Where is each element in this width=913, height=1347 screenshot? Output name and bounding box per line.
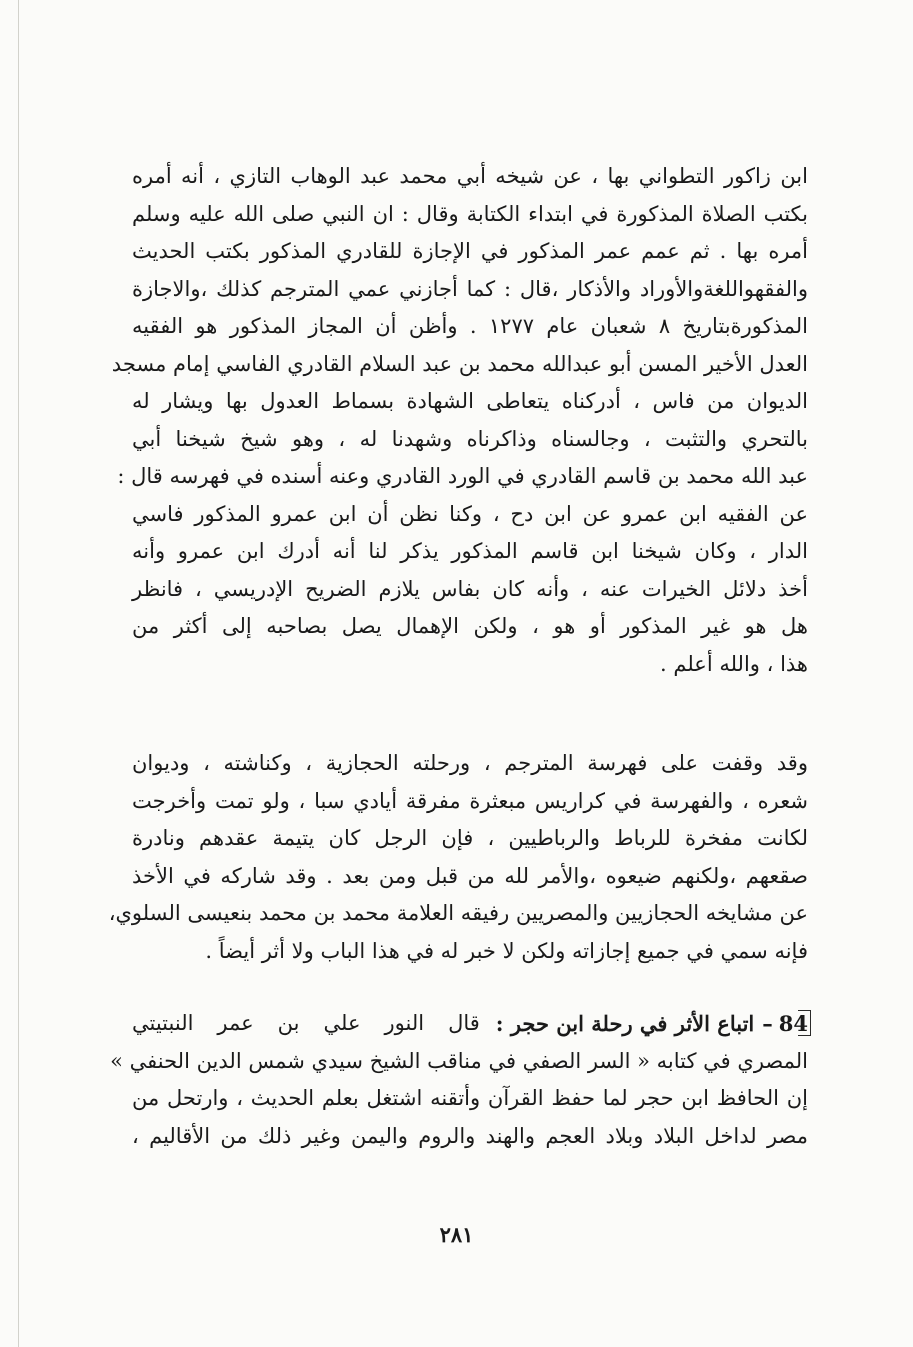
text-line: المصري في كتابه « السر الصفي في مناقب الشيخ سيدي شمس الدين الحنفي » — [110, 1048, 808, 1073]
text-line: صقعهم ،ولكنهم ضيعوه ،والأمر لله من قبل ومن بعد . وقد شاركه في الأخذ — [132, 863, 808, 888]
text-line: عن مشايخه الحجازيين والمصريين رفيقه العلامة محمد بن محمد بنعيسى السلوي، — [108, 901, 808, 925]
text-line: بكتب الصلاة المذكورة في ابتداء الكتابة وقال : ان النبي صلى الله عليه وسلم — [132, 201, 808, 226]
text-line: شعره ، والفهرسة في كراريس مبعثرة مفرقة أيادي سبا ، ولو تمت وأخرجت — [132, 788, 808, 813]
page-number: ٢٨١ — [439, 1222, 474, 1247]
entry-84 — [110, 1005, 808, 1155]
page-edge-line — [18, 0, 19, 1347]
text-line: الديوان من فاس ، أدركناه يتعاطى الشهادة بسماط العدول بها ويشار له — [132, 389, 808, 413]
text-line: أمره بها . ثم عمم عمر المذكور في الإجازة للقادري المذكور بكتب الحديث — [132, 239, 808, 263]
paragraph-1 — [111, 158, 809, 683]
text-line: إن الحافظ ابن حجر لما حفظ القرآن وأتقنه اشتغل بعلم الحديث ، وارتحل من — [132, 1086, 808, 1110]
text-line: العدل الأخير المسن أبو عبدالله محمد بن عبد السلام القادري الفاسي إمام مسجد — [111, 351, 808, 376]
entry-heading-line — [132, 1005, 808, 1043]
text-line: والفقهواللغةوالأوراد والأذكار ،قال : كما أجازني عمي المترجم كذلك ،والاجازة — [132, 276, 808, 301]
text-line: فإنه سمي في جميع إجازاته ولكن لا خبر له في هذا الباب ولا أثر أيضاً . — [205, 938, 808, 963]
text-line: عن الفقيه ابن عمرو عن ابن دح ، وكنا نظن أن ابن عمرو المذكور فاسي — [132, 501, 808, 526]
entry-first-line-rest: قال النور علي بن عمر النبتيتي — [132, 1011, 480, 1035]
text-line: أخذ دلائل الخيرات عنه ، وأنه كان بفاس يلازم الضريح الإدريسي ، فانظر — [132, 576, 808, 601]
text-line: هل هو غير المذكور أو هو ، ولكن الإهمال يصل بصاحبه إلى أكثر من — [132, 614, 808, 638]
text-line: الدار ، وكان شيخنا ابن قاسم المذكور يذكر لنا أنه أدرك ابن عمرو وأنه — [132, 539, 808, 563]
text-line: هذا ، والله أعلم . — [660, 651, 808, 676]
text-line: وقد وقفت على فهرسة المترجم ، ورحلته الحجازية ، وكناشته ، وديوان — [132, 751, 808, 775]
entry-number: 84 — [778, 1011, 808, 1036]
text-line: ابن زاكور التطواني بها ، عن شيخه أبي محمد عبد الوهاب التازي ، أنه أمره — [132, 164, 808, 188]
paragraph-2 — [108, 745, 808, 970]
text-line: المذكورةبتاريخ ٨ شعبان عام ١٢٧٧ . وأظن أن المجاز المذكور هو الفقيه — [132, 314, 809, 338]
text-line: عبد الله محمد بن قاسم القادري في الورد القادري وعنه أسنده في فهرسه قال : — [117, 464, 808, 488]
text-line: مصر لداخل البلاد وبلاد العجم والهند والروم واليمن وغير ذلك من الأقاليم ، — [132, 1123, 808, 1148]
text-line: لكانت مفخرة للرباط والرباطيين ، فإن الرجل كان يتيمة عقدهم ونادرة — [132, 826, 808, 850]
entry-dash: – — [762, 1011, 773, 1036]
entry-title: اتباع الأثر في رحلة ابن حجر : — [495, 1011, 755, 1036]
text-line: بالتحري والتثبت ، وجالسناه وذاكرناه وشهدنا له ، وهو شيخ شيخنا أبي — [132, 426, 808, 451]
